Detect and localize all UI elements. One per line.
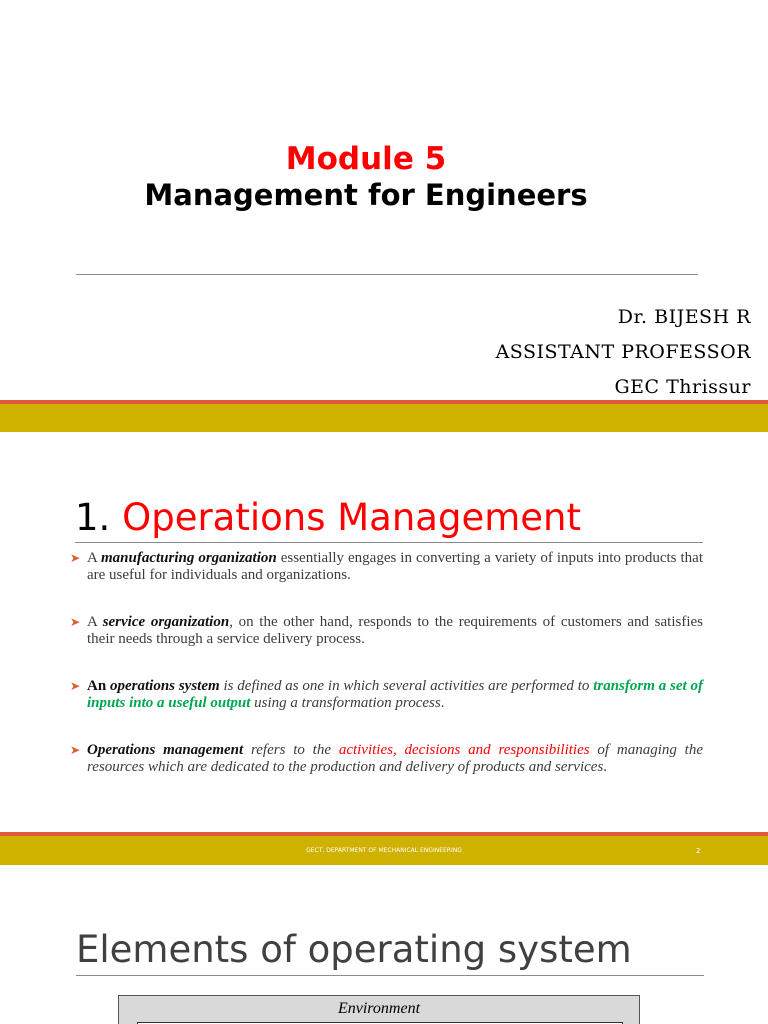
term-manufacturing-organization: manufacturing organization <box>101 550 277 566</box>
section-title: Operations Management <box>122 496 581 539</box>
text-run: An <box>87 678 110 694</box>
section-heading <box>75 494 581 542</box>
environment-box <box>118 995 640 1024</box>
footer-text: GECT, DEPARTMENT OF MECHANICAL ENGINEERING <box>306 847 462 854</box>
author-institution: GEC Thrissur <box>614 376 751 398</box>
author-name: Dr. BIJESH R <box>617 306 751 328</box>
author-position: ASSISTANT PROFESSOR <box>495 341 751 363</box>
text-run: refers to the <box>243 742 339 758</box>
highlight-transform: transform a set of inputs into a useful output <box>87 678 703 711</box>
course-title: Management for Engineers <box>144 178 588 212</box>
bullet-list <box>70 550 703 806</box>
page-number: 2 <box>696 847 701 855</box>
environment-label: Environment <box>337 1000 421 1017</box>
bullet-text <box>87 678 703 712</box>
text-run: , on the other hand, responds to the requirements of customers and satisfies their needs through a service delivery process. <box>87 614 703 647</box>
author-block <box>496 300 751 405</box>
heading-divider <box>75 542 703 543</box>
bullet-item <box>70 614 703 648</box>
bullet-item <box>70 550 703 584</box>
highlight-activities: activities, decisions and responsibilities <box>338 742 590 758</box>
section-number: 1. <box>75 496 111 539</box>
title-divider <box>76 274 698 275</box>
text-run: . <box>603 759 608 775</box>
term-operations-management: Operations management <box>87 742 244 758</box>
arrow-bullet-icon: ➤ <box>70 679 81 693</box>
text-run: using a transformation process <box>250 695 441 711</box>
elements-slide <box>0 865 768 1024</box>
bullet-text <box>87 742 703 776</box>
arrow-bullet-icon: ➤ <box>70 743 81 757</box>
title-band <box>0 404 768 432</box>
text-run: essentially engages in converting a variety of inputs into products that are useful for individuals and organizations. <box>87 550 703 583</box>
bullet-text <box>87 614 703 648</box>
elements-heading: Elements of operating system <box>76 928 632 971</box>
arrow-bullet-icon: ➤ <box>70 551 81 565</box>
elements-divider <box>76 975 704 976</box>
text-run: A <box>87 614 103 630</box>
bullet-item <box>70 742 703 776</box>
bullet-text <box>87 550 703 584</box>
arrow-bullet-icon: ➤ <box>70 615 81 629</box>
text-run: . <box>440 695 445 711</box>
text-run: A <box>87 550 101 566</box>
text-run: is defined as one in which several activities are performed to <box>219 678 594 694</box>
operations-slide <box>0 432 768 865</box>
module-title: Module 5 <box>285 141 447 177</box>
term-operations-system: operations system <box>110 678 220 694</box>
term-service-organization: service organization <box>102 614 230 630</box>
bullet-item <box>70 678 703 712</box>
title-slide <box>0 0 768 432</box>
text-run: of managing the resources which are dedicated to the production and delivery of products and services <box>87 742 703 775</box>
title-block <box>0 140 732 212</box>
